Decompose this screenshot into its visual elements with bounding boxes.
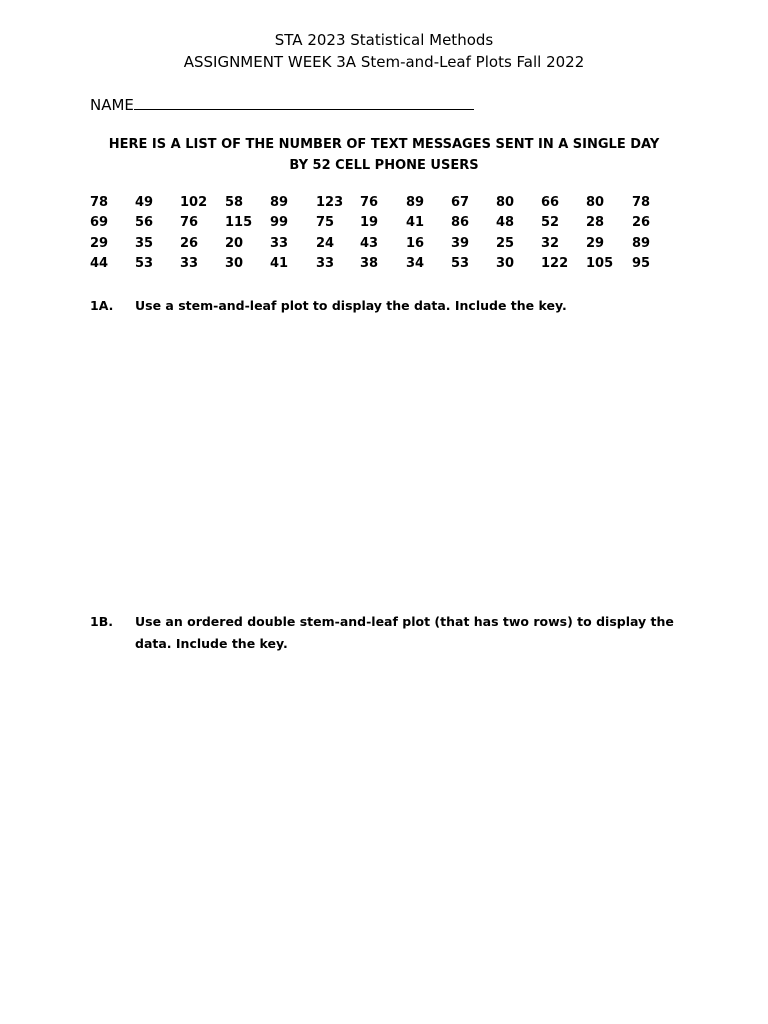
data-cell: 69 [90, 215, 109, 231]
name-blank-line [134, 94, 474, 110]
data-cell: 95 [632, 255, 651, 271]
data-cell: 26 [632, 215, 651, 231]
data-cell: 99 [270, 215, 289, 231]
data-cell: 78 [632, 195, 651, 210]
data-cell: 53 [135, 255, 154, 271]
data-cell: 41 [270, 255, 289, 271]
data-cell: 20 [225, 235, 244, 251]
data-cell: 122 [541, 255, 569, 271]
data-cell: 41 [406, 215, 425, 231]
data-cell: 44 [90, 255, 109, 271]
data-cell: 49 [135, 195, 154, 210]
data-cell: 80 [586, 195, 605, 210]
data-row [90, 234, 680, 254]
data-cell: 35 [135, 235, 154, 251]
data-cell: 29 [586, 235, 605, 251]
data-cell: 56 [135, 215, 154, 231]
data-cell: 123 [316, 195, 344, 210]
data-cell: 80 [496, 195, 515, 210]
data-cell: 52 [541, 215, 560, 231]
data-cell: 48 [496, 215, 515, 231]
data-cell: 34 [406, 255, 425, 271]
data-heading-line-1: HERE IS A LIST OF THE NUMBER OF TEXT MESSAGES SENT IN A SINGLE DAY [108, 137, 660, 152]
data-heading-line-2: BY 52 CELL PHONE USERS [289, 158, 479, 173]
data-cell: 33 [180, 255, 199, 271]
data-cell: 43 [360, 235, 379, 251]
data-cell: 58 [225, 195, 244, 210]
data-cell: 26 [180, 235, 199, 251]
data-cell: 38 [360, 255, 379, 271]
data-cell: 89 [270, 195, 289, 210]
data-row [90, 193, 680, 213]
data-cell: 30 [496, 255, 515, 271]
data-cell: 24 [316, 235, 335, 251]
name-label: NAME [90, 96, 134, 114]
data-cell: 29 [90, 235, 109, 251]
data-cell: 75 [316, 215, 335, 231]
data-row [90, 254, 680, 274]
data-cell: 33 [316, 255, 335, 271]
data-cell: 105 [586, 255, 614, 271]
data-table [90, 193, 680, 274]
data-cell: 16 [406, 235, 425, 251]
data-cell: 53 [451, 255, 470, 271]
data-row [90, 213, 680, 233]
question-number: 1A. [90, 298, 114, 313]
data-cell: 89 [406, 195, 425, 210]
course-title: STA 2023 Statistical Methods [274, 31, 494, 49]
data-cell: 67 [451, 195, 470, 210]
data-cell: 115 [225, 215, 253, 231]
name-field [90, 94, 474, 115]
data-cell: 32 [541, 235, 560, 251]
data-cell: 76 [360, 195, 379, 210]
data-cell: 39 [451, 235, 470, 251]
data-cell: 76 [180, 215, 199, 231]
data-cell: 19 [360, 215, 379, 231]
data-cell: 33 [270, 235, 289, 251]
data-cell: 30 [225, 255, 244, 271]
data-cell: 66 [541, 195, 560, 210]
data-cell: 89 [632, 235, 651, 251]
data-cell: 28 [586, 215, 605, 231]
data-cell: 78 [90, 195, 109, 210]
question-text: Use a stem-and-leaf plot to display the data. Include the key. [135, 298, 567, 313]
data-cell: 25 [496, 235, 515, 251]
data-cell: 86 [451, 215, 470, 231]
question-text: Use an ordered double stem-and-leaf plot (that has two rows) to display the data. Include the key. [135, 614, 674, 651]
data-cell: 102 [180, 195, 208, 210]
question-number: 1B. [90, 614, 113, 629]
assignment-title: ASSIGNMENT WEEK 3A Stem-and-Leaf Plots Fall 2022 [183, 53, 585, 71]
